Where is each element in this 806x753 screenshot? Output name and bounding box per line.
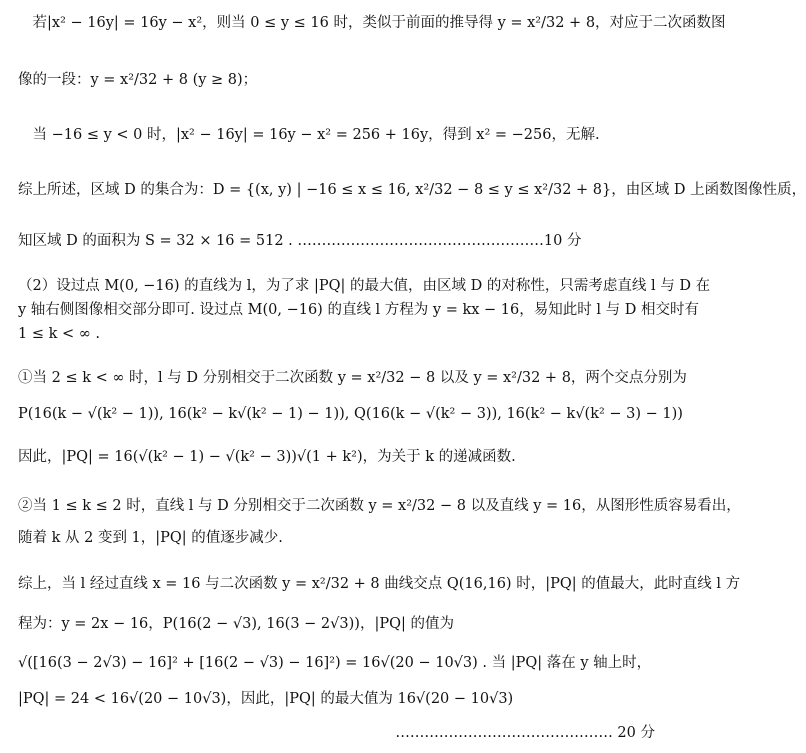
- text-line-6: （2）设过点 M(0, −16) 的直线为 l，为了求 |PQ| 的最大值，由区域 D 的对称性，只需考虑直线 l 与 D 在: [18, 278, 711, 294]
- text-line-16: √([16(3 − 2√3) − 16]² + [16(2 − √3) − 16]²) = 16√(20 − 10√3) . 当 |PQ| 落在 y 轴上时，: [18, 655, 652, 671]
- text-line-11: 因此，|PQ| = 16(√(k² − 1) − √(k² − 3))√(1 + k²)，为关于 k 的递减函数.: [18, 449, 516, 465]
- text-line-17: |PQ| = 24 < 16√(20 − 10√3)，因此，|PQ| 的最大值为 16√(20 − 10√3): [18, 691, 514, 707]
- text-line-3: 当 −16 ≤ y < 0 时，|x² − 16y| = 16y − x² = 256 + 16y，得到 x² = −256，无解.: [18, 127, 600, 143]
- text-line-13: 随着 k 从 2 变到 1，|PQ| 的值逐步减少.: [18, 530, 283, 546]
- text-line-4: 综上所述，区域 D 的集合为：D = {(x, y) | −16 ≤ x ≤ 16, x²/32 − 8 ≤ y ≤ x²/32 + 8}，由区域 D 上函数图像性质，: [18, 182, 806, 198]
- text-line-14: 综上，当 l 经过直线 x = 16 与二次函数 y = x²/32 + 8 曲线交点 Q(16,16) 时，|PQ| 的值最大，此时直线 l 方: [18, 576, 741, 592]
- text-line-2: 像的一段：y = x²/32 + 8 (y ≥ 8)；: [18, 72, 258, 88]
- text-line-12: ②当 1 ≤ k ≤ 2 时，直线 l 与 D 分别相交于二次函数 y = x²/32 − 8 以及直线 y = 16，从图形性质容易看出，: [18, 498, 741, 514]
- score-line: ……………………………………… 20 分: [395, 725, 655, 741]
- text-line-5: 知区域 D 的面积为 S = 32 × 16 = 512 . ……………………………………………10 分: [18, 233, 582, 249]
- text-line-10: P(16(k − √(k² − 1)), 16(k² − k√(k² − 1) − 1)), Q(16(k − √(k² − 3)), 16(k² − k√(k² − 3) − 1)): [18, 406, 683, 422]
- text-line-15: 程为：y = 2x − 16，P(16(2 − √3), 16(3 − 2√3))，|PQ| 的值为: [18, 616, 454, 632]
- text-line-8: 1 ≤ k < ∞ .: [18, 326, 101, 342]
- text-line-7: y 轴右侧图像相交部分即可. 设过点 M(0, −16) 的直线 l 方程为 y = kx − 16，易知此时 l 与 D 相交时有: [18, 302, 699, 318]
- text-line-9: ①当 2 ≤ k < ∞ 时，l 与 D 分别相交于二次函数 y = x²/32 − 8 以及 y = x²/32 + 8，两个交点分别为: [18, 370, 687, 386]
- text-line-1: 若|x² − 16y| = 16y − x²，则当 0 ≤ y ≤ 16 时，类似于前面的推导得 y = x²/32 + 8，对应于二次函数图: [18, 15, 726, 31]
